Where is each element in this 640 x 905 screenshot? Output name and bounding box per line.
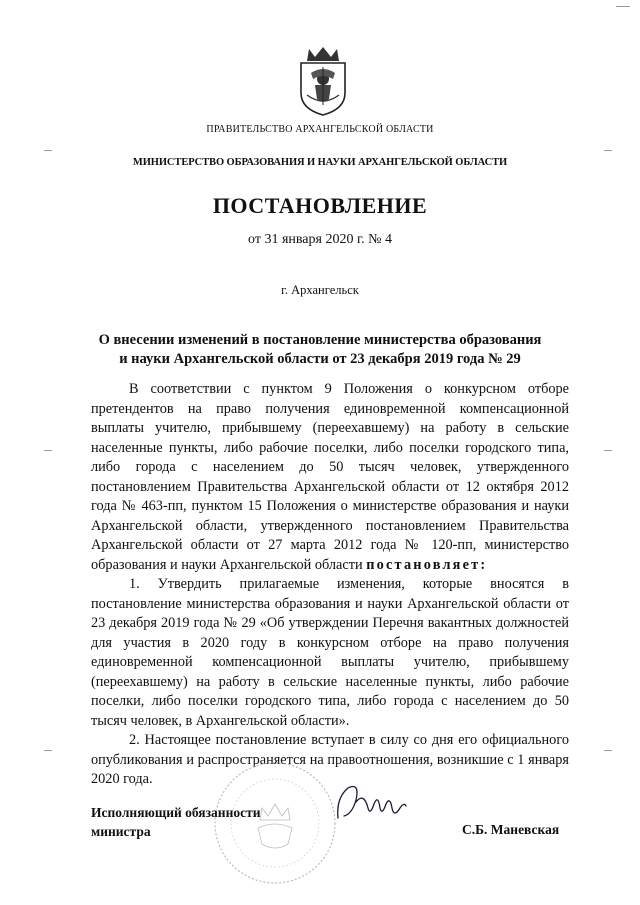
document-type: ПОСТАНОВЛЕНИЕ bbox=[212, 193, 428, 218]
margin-tick bbox=[604, 450, 612, 451]
document-body bbox=[91, 380, 569, 790]
document-city: г. Архангельск bbox=[281, 283, 359, 297]
signatory-position bbox=[91, 803, 261, 841]
corner-mark bbox=[616, 6, 630, 7]
margin-tick bbox=[604, 750, 612, 751]
signatory-name: С.Б. Маневская bbox=[462, 822, 560, 837]
handwritten-signature-icon bbox=[330, 778, 410, 828]
document-title bbox=[60, 331, 580, 369]
item-1-paragraph: 1. Утвердить прилагаемые изменения, которые вносятся в постановление министерства образования и науки Архангельской области от 23 декабря 2019 года № 29 «Об утверждении Перечня вакантных должностей для участия в 2020 году в конкурсном отборе на право получения единовременной компенсационной выплаты учителю, прибывшему (переехавшему) на работу в сельские населенные пункты, либо рабочие поселки, либо поселки городского типа, либо города с населением до 50 тысяч человек, в Архангельской области». bbox=[91, 576, 569, 729]
position-line: Исполняющий обязанности bbox=[91, 805, 261, 820]
margin-tick bbox=[44, 150, 52, 151]
ministry-name: МИНИСТЕРСТВО ОБРАЗОВАНИЯ И НАУКИ АРХАНГЕЛЬСКОЙ ОБЛАСТИ bbox=[132, 157, 508, 168]
document-date-number: от 31 января 2020 г. № 4 bbox=[248, 232, 392, 247]
position-line: министра bbox=[91, 824, 151, 839]
item-2-paragraph: 2. Настоящее постановление вступает в силу со дня его официального опубликования и распространяется на правоотношения, возникшие с 1 января 2020 года. bbox=[91, 732, 569, 787]
margin-tick bbox=[44, 750, 52, 751]
title-line: и науки Архангельской области от 23 декабря 2019 года № 29 bbox=[119, 351, 521, 367]
coat-of-arms-icon bbox=[295, 45, 351, 117]
government-name: ПРАВИТЕЛЬСТВО АРХАНГЕЛЬСКОЙ ОБЛАСТИ bbox=[206, 124, 434, 135]
preamble-text: В соответствии с пунктом 9 Положения о конкурсном отборе претендентов на право получения единовременной компенсационной выплаты учителю, прибывшему (переехавшему) на работу в сельские населенные пункты, либо рабочие поселки, либо поселки городского типа, либо города с населением до 50 тысяч человек, утвержденного постановлением Правительства Архангельской области от 12 октября 2012 года № 463-пп, пунктом 15 Положения о министерстве образования и науки Архангельской области, утвержденного постановлением Правительства Архангельской области от 27 марта 2012 года № 120-пп, министерство образования и науки Архангельской области bbox=[91, 381, 569, 573]
margin-tick bbox=[44, 450, 52, 451]
margin-tick bbox=[604, 150, 612, 151]
preamble-paragraph bbox=[91, 380, 569, 575]
title-line: О внесении изменений в постановление министерства образования bbox=[98, 332, 542, 348]
resolves-word: постановляет: bbox=[366, 556, 488, 573]
